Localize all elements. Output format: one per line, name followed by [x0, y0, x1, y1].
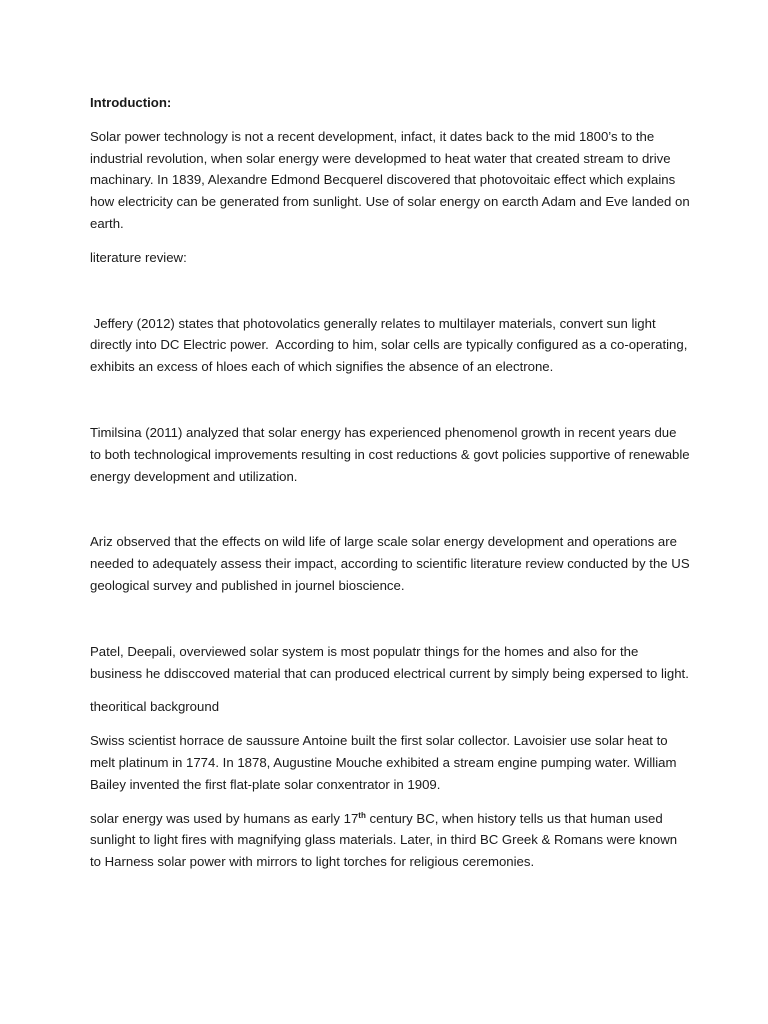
introduction-paragraph: Solar power technology is not a recent development, infact, it dates back to the mid 1800’s to the industrial revolution, when solar energy were developmed to heat water that created stream to drive machinary. In 1839, Alexandre Edmond Becquerel discovered that photovoitaic effect which explains how electricity can be generated from sunlight. Use of solar energy on earcth Adam and Eve landed on earth.	[90, 128, 690, 231]
theoretical-background-heading: theoritical background	[90, 699, 220, 715]
literature-paragraph-patel: Patel, Deepali, overviewed solar system is most populatr things for the homes and also for the business he ddisccoved material that can produced electrical current by simply being expersed to light.	[90, 643, 689, 681]
introduction-heading: Introduction:	[90, 95, 172, 110]
literature-paragraph-jeffery: Jeffery (2012) states that photovolatics generally relates to multilayer materials, convert sun light directly into DC Electric power. According to him, solar cells are typically configured as a co-operating, exhibits an excess of hloes each of which signifies the absence of an electrone.	[90, 315, 692, 375]
document-page	[90, 92, 690, 873]
literature-paragraph-ariz: Ariz observed that the effects on wild life of large scale solar energy development and operations are needed to adequately assess their impact, according to scientific literature review conducted by the US geological survey and published in journel bioscience.	[90, 534, 690, 593]
literature-paragraph-timilsina: Timilsina (2011) analyzed that solar energy has experienced phenomenol growth in recent years due to both technological improvements resulting in cost reductions & govt policies supportive of renewable energy development and utilization.	[90, 424, 690, 484]
history-text-start: solar energy was used by humans as early 17	[90, 810, 359, 826]
history-text-end: century BC, when history tells us that human used sunlight to light fires with magnifying glass materials. Later, in third BC Greek & Romans were known to Harness solar power with mirrors to light torches for religious ceremonies.	[90, 810, 678, 870]
ordinal-suffix: th	[358, 810, 366, 820]
theoretical-background-paragraph: Swiss scientist horrace de saussure Antoine built the first solar collector. Lavoisier use solar heat to melt platinum in 1774. In 1878, Augustine Mouche exhibited a stream engine pumping water. William Bailey invented the first flat-plate solar conxentrator in 1909.	[90, 733, 677, 792]
literature-review-heading: literature review:	[90, 249, 187, 265]
history-paragraph	[90, 808, 690, 873]
